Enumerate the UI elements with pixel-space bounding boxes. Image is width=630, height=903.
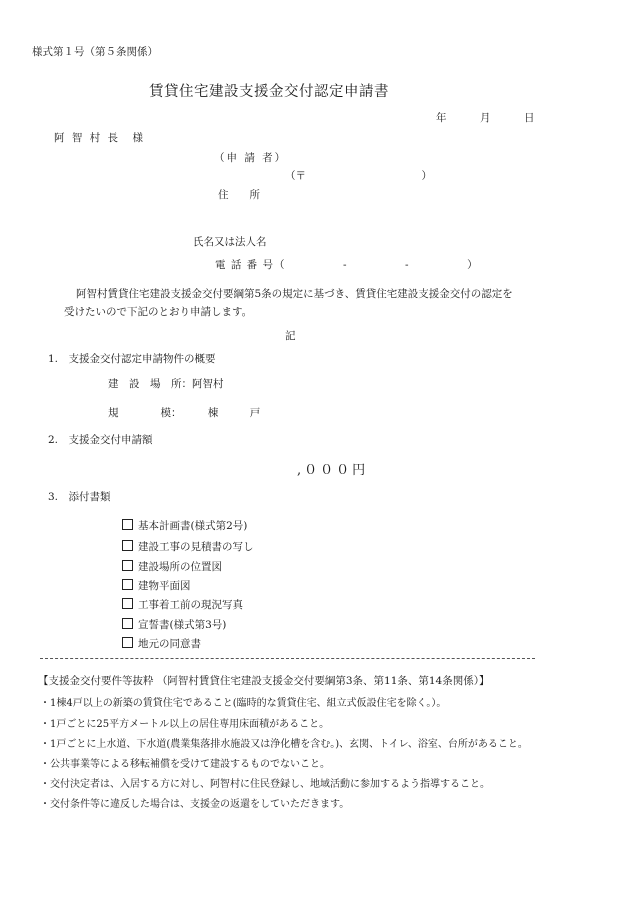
requirement-item: ・交付条件等に違反した場合は、支援金の返還をしていただきます。 [40,799,350,810]
checkbox-icon[interactable] [122,637,133,648]
phone-label: 電 話 番 号（ - - ） [215,259,479,271]
date-month: 月 [480,112,491,124]
requirement-item: ・交付決定者は、入居する方に対し、阿智村に住民登録し、地域活動に参加するよう指導すること。 [40,779,490,790]
attachment-item[interactable]: 宣誓書(様式第3号) [122,617,226,632]
requirement-item: ・1戸ごとに上水道、下水道(農業集落排水施設又は浄化槽を含む。)、玄関、トイレ、浴室、台所があること。 [40,739,528,750]
attachment-item[interactable]: 地元の同意書 [122,636,201,651]
addressee: 阿 智 村 長 様 [54,132,146,144]
construction-scale: 規 模： 棟 戸 [108,407,261,419]
date-year: 年 [436,112,447,124]
form-number: 様式第１号（第５条関係） [32,46,158,58]
attachment-item[interactable]: 基本計画書(様式第2号) [122,518,247,533]
ki-mark: 記 [285,330,296,342]
section2-heading: 2. 支援金交付申請額 [48,434,153,446]
date-day: 日 [524,112,535,124]
section1-heading: 1. 支援金交付認定申請物件の概要 [48,353,216,365]
attachment-item[interactable]: 建設工事の見積書の写し [122,539,254,554]
checkbox-icon[interactable] [122,579,133,590]
requirement-item: ・1戸ごとに25平方メートル以上の居住専用床面積があること。 [40,719,330,730]
address-label: 住 所 [218,189,260,201]
intro-line1: 阿智村賃貸住宅建設支援金交付要綱第5条の規定に基づき、賃貸住宅建設支援金交付の認定を [76,288,513,300]
requirement-item: ・1棟4戸以上の新築の賃貸住宅であること(臨時的な賃貸住宅、組立式仮設住宅を除く。）。 [40,698,447,709]
checkbox-icon[interactable] [122,540,133,551]
construction-location: 建 設 場 所：阿智村 [108,378,224,390]
page-title: 賃貸住宅建設支援金交付認定申請書 [149,84,389,100]
section3-heading: 3. 添付書類 [48,491,111,503]
requested-amount: ,０００円 [297,463,369,478]
attachment-item[interactable]: 工事着工前の現況写真 [122,597,243,612]
attachment-item[interactable]: 建物平面図 [122,578,191,593]
checkbox-icon[interactable] [122,560,133,571]
checkbox-icon[interactable] [122,519,133,530]
postal-code: （〒 ） [285,170,432,182]
intro-line2: 受けたいので下記のとおり申請します。 [64,306,253,318]
attachment-item[interactable]: 建設場所の位置図 [122,559,222,574]
dashed-divider [40,658,535,659]
name-label: 氏名又は法人名 [193,236,267,248]
requirement-item: ・公共事業等による移転補償を受けて建設するものでないこと。 [40,759,330,770]
checkbox-icon[interactable] [122,598,133,609]
requirements-heading: 【支援金交付要件等抜粋 （阿智村賃貸住宅建設支援金交付要綱第3条、第11条、第14条関係）】 [38,675,490,687]
applicant-heading: （申 請 者） [214,152,288,164]
checkbox-icon[interactable] [122,618,133,629]
